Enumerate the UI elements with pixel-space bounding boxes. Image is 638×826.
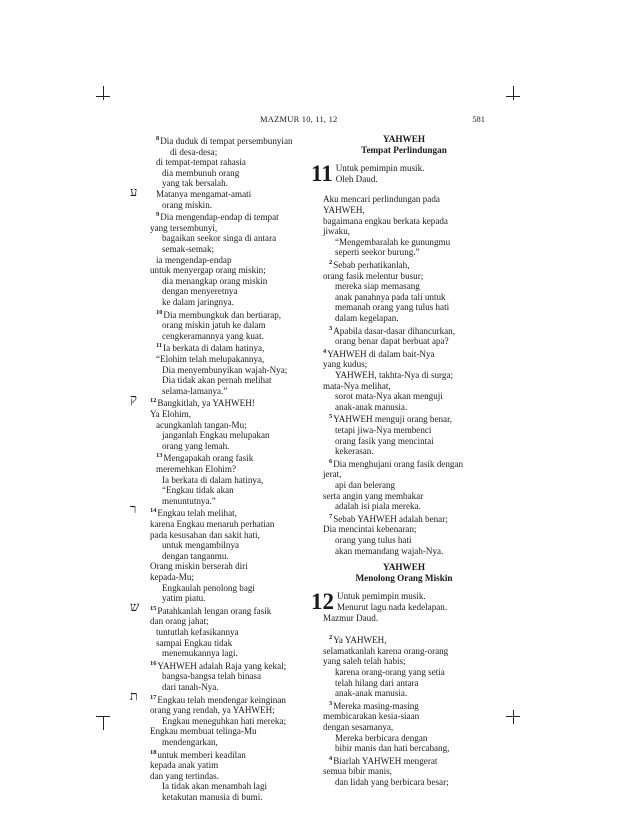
verse-line — [323, 457, 485, 470]
verse-text: untuk mengambilnya — [162, 540, 240, 551]
psalm-11-text — [323, 194, 485, 556]
psalm-11-heading — [323, 134, 485, 155]
heading-line: YAHWEH — [382, 562, 426, 573]
psalm-12-heading — [323, 562, 485, 583]
verse-text: yatim piatu. — [162, 593, 206, 604]
verse-number: 2 — [329, 634, 333, 642]
verse-text: dalam kegelapan. — [335, 312, 399, 323]
verse-text: selama-lamanya.” — [162, 385, 228, 396]
verse-text: dan orang jahat; — [150, 616, 209, 627]
verse-line — [150, 572, 308, 583]
verse-text: ketakutan manusia di bumi. — [162, 791, 263, 802]
verse-line — [323, 271, 485, 282]
verse-number: 7 — [329, 512, 333, 520]
verse-text: Dia mencintai kebenaran; — [323, 524, 417, 535]
verse-text: membicarakan kesia-siaan — [323, 711, 420, 722]
verse-text: jiwaku, — [323, 226, 351, 237]
verse-line — [323, 501, 485, 512]
verse-line — [150, 659, 308, 672]
heading-line: YAHWEH — [382, 134, 426, 144]
superscription-line: Untuk pemimpin musik. — [337, 591, 426, 602]
verse-line — [150, 671, 308, 682]
verse-number: 8 — [156, 135, 160, 142]
verse-line — [150, 255, 308, 266]
verse-text: YAHWEH menguji orang benar, — [333, 414, 453, 425]
verse-line — [323, 247, 485, 258]
verse-line — [150, 441, 308, 452]
verse-line — [323, 480, 485, 491]
verse-text: seperti seekor burung.” — [335, 247, 420, 258]
verse-line — [150, 244, 308, 255]
verse-text: cengkeramannya yang kuat. — [162, 330, 264, 341]
verse-line — [150, 540, 308, 551]
verse-line — [323, 381, 485, 392]
verse-line — [130, 502, 308, 519]
verse-text: “Mengembaralah ke gunungmu — [335, 236, 451, 247]
verse-text: untuk menyergap orang miskin; — [150, 265, 266, 276]
verse-line — [323, 194, 485, 205]
verse-text: yang saleh telah habis; — [323, 656, 406, 667]
verse-line — [323, 491, 485, 502]
verse-line — [130, 392, 308, 409]
verse-line — [150, 430, 308, 441]
verse-text: dengan sesamanya, — [323, 721, 394, 732]
psalm-number: 12 — [311, 589, 334, 615]
verse-line — [130, 185, 308, 200]
verse-line — [323, 633, 485, 646]
superscription-line: Oleh Daud. — [335, 173, 378, 184]
verse-line — [150, 771, 308, 782]
verse-text: orang yang rendah, ya YAHWEH; — [150, 705, 275, 716]
verse-number: 5 — [329, 413, 333, 421]
verse-text: “Elohim telah melupakannya, — [156, 354, 265, 364]
verse-text: tetapi jiwa-Nya membenci — [335, 424, 432, 435]
verse-text: dari tanah-Nya. — [162, 681, 219, 692]
verse-line — [150, 551, 308, 562]
verse-line — [150, 134, 308, 147]
verse-line — [150, 682, 308, 693]
verse-line — [323, 446, 485, 457]
hebrew-letter-marker: ק — [130, 392, 137, 408]
verse-text: kekerasan. — [335, 446, 374, 457]
verse-text: Sebab YAHWEH adalah benar; — [333, 513, 448, 524]
verse-line — [323, 535, 485, 546]
verse-text: anak-anak manusia. — [335, 401, 408, 412]
verse-number: 17 — [150, 693, 157, 701]
verse-text: bagaimana engkau berkata kepada — [323, 215, 448, 226]
verse-text: telah hilang dari antara — [335, 677, 419, 688]
verse-text: orang miskin. — [162, 199, 213, 210]
verse-line — [150, 638, 308, 649]
verse-text: orang miskin jatuh ke dalam — [162, 320, 266, 331]
verse-text: di tempat-tempat rahasia — [156, 157, 246, 168]
verse-line — [323, 667, 485, 678]
verse-line — [323, 347, 485, 360]
verse-text: adalah isi piala mereka. — [335, 501, 421, 512]
running-header — [150, 114, 485, 128]
verse-line — [323, 425, 485, 436]
verse-text: anak panahnya pada tali untuk — [335, 291, 446, 302]
verse-line — [150, 716, 308, 727]
verse-text: ia mengendap-endap — [156, 254, 232, 265]
heading-line: Tempat Perlindungan — [361, 144, 447, 155]
superscription-line: Untuk pemimpin musik. — [335, 163, 425, 174]
verse-line — [323, 656, 485, 667]
verse-text: Engkau membuat telinga-Mu — [150, 726, 257, 737]
verse-text: Ia berkata di dalam hatinya, — [162, 474, 264, 485]
verse-line — [323, 688, 485, 699]
verse-text: serta angin yang membakar — [323, 490, 424, 501]
superscription-line: Menurut lagu nada kedelapan. — [337, 601, 448, 612]
verse-text: Orang miskin berserah diri — [150, 561, 248, 572]
superscription-line: Mazmur Daud. — [323, 612, 379, 623]
psalm-12-text — [323, 633, 485, 787]
verse-line — [150, 475, 308, 486]
verse-line — [150, 485, 308, 496]
verse-line — [150, 705, 308, 716]
verse-number: 15 — [150, 604, 157, 612]
verse-line — [150, 726, 308, 737]
verse-line — [150, 737, 308, 748]
verse-number: 2 — [329, 258, 333, 266]
verse-text: dia menangkap orang miskin — [162, 275, 268, 286]
verse-text: Ia tidak akan menambah lagi — [162, 781, 268, 792]
verse-line — [150, 178, 308, 189]
verse-line — [130, 688, 308, 706]
verse-line — [323, 766, 485, 777]
verse-line — [150, 331, 308, 342]
verse-text: kepada anak yatim — [150, 760, 219, 771]
verse-number: 3 — [329, 699, 333, 707]
verse-text: Engkau meneguhkan hati mereka; — [162, 715, 286, 726]
crop-mark — [513, 710, 514, 724]
verse-text: jerat, — [323, 469, 342, 480]
verse-text: pada kesusahan dan sakit hati, — [150, 529, 260, 540]
verse-text: YAHWEH di dalam bait-Nya — [327, 348, 435, 359]
verse-text: Biarlah YAHWEH mengerat — [333, 755, 438, 766]
psalm-11-intro — [311, 161, 485, 187]
verse-number: 18 — [150, 748, 157, 756]
verse-text: memanah orang yang tulus hati — [335, 302, 450, 313]
verse-line — [150, 792, 308, 803]
heading-line: Menolong Orang Miskin — [355, 572, 453, 583]
verse-text: yang kudus; — [323, 359, 368, 370]
verse-line — [323, 258, 485, 271]
verse-text: dengan tanganmu. — [162, 550, 229, 561]
verse-text: janganlah Engkau melupakan — [162, 430, 270, 441]
verse-text: bibir manis dan hati bercabang, — [335, 743, 450, 754]
verse-text: yang tersembunyi, — [150, 222, 218, 233]
verse-line — [150, 210, 308, 223]
verse-text: Ia berkata di dalam hatinya, — [163, 343, 265, 354]
verse-line — [150, 168, 308, 179]
verse-line — [150, 616, 308, 627]
verse-number: 13 — [156, 452, 163, 460]
verse-line — [150, 157, 308, 168]
verse-text: acungkanlah tangan-Mu; — [156, 419, 247, 430]
verse-line — [150, 464, 308, 475]
verse-line — [323, 754, 485, 767]
verse-line — [323, 743, 485, 754]
right-column — [311, 134, 485, 788]
verse-text: Aku mencari perlindungan pada — [323, 194, 440, 205]
verse-text: Ya YAHWEH, — [333, 635, 387, 646]
verse-number: 11 — [156, 342, 163, 350]
verse-text: Mengapakah orang fasik — [163, 453, 254, 464]
verse-text: dia membunuh orang — [162, 167, 240, 178]
verse-number: 12 — [150, 397, 157, 405]
verse-line — [323, 646, 485, 657]
verse-text: Engkau telah mendengar keinginan — [157, 694, 286, 705]
verse-line — [323, 281, 485, 292]
verse-text: Bangkitlah, ya YAHWEH! — [157, 398, 255, 409]
verse-line — [150, 375, 308, 386]
verse-line — [323, 733, 485, 744]
verse-text: bangsa-bangsa telah binasa — [162, 671, 261, 682]
verse-line — [323, 205, 485, 216]
verse-line — [323, 524, 485, 535]
crop-mark — [103, 86, 104, 100]
verse-text: “Engkau tidak akan — [162, 485, 234, 496]
verse-text: YAHWEH, — [323, 204, 365, 215]
verse-line — [150, 451, 308, 464]
verse-text: dengan menyeretnya — [162, 286, 238, 297]
verse-text: tuntutlah kefasikannya — [156, 626, 239, 637]
verse-number: 16 — [150, 659, 157, 667]
crop-mark — [103, 716, 104, 730]
psalm-12-intro — [311, 589, 485, 623]
hebrew-letter-marker: ת — [130, 688, 138, 704]
verse-line — [150, 354, 308, 365]
verse-text: untuk memberi keadilan — [157, 749, 246, 760]
verse-line — [150, 386, 308, 397]
verse-line — [150, 308, 308, 321]
verse-line — [150, 365, 308, 376]
verse-line — [323, 722, 485, 733]
verse-line — [150, 223, 308, 234]
hebrew-letter-marker: ע — [130, 185, 138, 200]
verse-text: Engkau telah melihat, — [157, 508, 237, 519]
verse-line — [150, 265, 308, 276]
verse-line — [150, 781, 308, 792]
verse-line — [323, 359, 485, 370]
verse-line — [150, 748, 308, 761]
verse-line — [323, 469, 485, 480]
verse-text: menemukannya lagi. — [162, 648, 238, 659]
verse-line — [150, 519, 308, 530]
verse-text: sampai Engkau tidak — [156, 637, 233, 648]
verse-text: mereka siap memasang — [335, 281, 420, 292]
verse-text: semak-semak; — [162, 244, 215, 254]
verse-text: Dia tidak akan pernah melihat — [162, 375, 272, 386]
verse-text: mendengarkan, — [162, 736, 218, 747]
verse-line — [323, 711, 485, 722]
verse-text: bagaikan seekor singa di antara — [162, 233, 277, 244]
left-column — [130, 134, 308, 803]
verse-line — [150, 420, 308, 431]
verse-number: 3 — [329, 324, 333, 332]
verse-text: api dan belerang — [335, 479, 396, 490]
verse-line — [150, 320, 308, 331]
verse-text: Dia mengendap-endap di tempat — [160, 212, 279, 223]
verse-text: di desa-desa; — [170, 146, 218, 157]
verse-line — [150, 297, 308, 308]
verse-line — [150, 286, 308, 297]
verse-text: anak-anak manusia. — [335, 688, 408, 699]
psalm-number: 11 — [311, 161, 333, 187]
verse-text: YAHWEH adalah Raja yang kekal; — [157, 660, 287, 671]
verse-text: dan lidah yang berbicara besar; — [335, 776, 449, 787]
verse-text: Matanya mengamat-amati — [156, 189, 252, 199]
verse-line — [323, 777, 485, 788]
verse-line — [150, 409, 308, 420]
verse-line — [150, 583, 308, 594]
verse-text: orang yang lemah. — [162, 440, 230, 451]
verse-line — [150, 276, 308, 287]
verse-line — [150, 341, 308, 354]
verse-text: dan yang tertindas. — [150, 770, 219, 781]
verse-number: 4 — [329, 754, 333, 762]
verse-number: 6 — [329, 457, 333, 465]
page-number: 581 — [472, 114, 485, 124]
verse-text: Dia membungkuk dan bertiarap, — [163, 309, 282, 320]
verse-line — [150, 496, 308, 507]
verse-text: orang fasik yang mencintai — [335, 435, 434, 446]
verse-text: sorot mata-Nya akan menguji — [335, 391, 443, 402]
verse-text: Apabila dasar-dasar dihancurkan, — [333, 325, 455, 336]
verse-line — [323, 402, 485, 413]
verse-line — [130, 599, 308, 617]
verse-text: Patahkanlah lengan orang fasik — [157, 605, 272, 616]
hebrew-letter-marker: ר — [130, 502, 137, 518]
verse-text: karena Engkau menaruh perhatian — [150, 519, 275, 529]
verse-line — [150, 627, 308, 638]
running-title: MAZMUR 10, 11, 12 — [260, 114, 338, 124]
verse-line — [323, 512, 485, 525]
verse-number: 14 — [150, 507, 157, 515]
verse-line — [323, 237, 485, 248]
verse-line — [323, 436, 485, 447]
verse-text: ke dalam jaringnya. — [162, 296, 234, 307]
verse-text: akan memandang wajah-Nya. — [335, 545, 444, 556]
verse-text: mata-Nya melihat, — [323, 380, 391, 391]
verse-text: kepada-Mu; — [150, 571, 194, 582]
verse-text: semua bibir manis, — [323, 766, 392, 777]
verse-text: Dia menghujani orang fasik dengan — [333, 458, 464, 469]
verse-line — [150, 593, 308, 604]
verse-text: orang yang tulus hati — [335, 534, 412, 545]
verse-number: 4 — [323, 347, 327, 355]
verse-text: orang fasik melentur busur; — [323, 270, 424, 281]
verse-line — [323, 302, 485, 313]
crop-mark — [513, 86, 514, 100]
verse-text: Dia duduk di tempat persembunyian — [160, 136, 293, 147]
verse-line — [323, 370, 485, 381]
verse-text: orang benar dapat berbuat apa? — [335, 336, 449, 347]
verse-text: Ya Elohim, — [150, 409, 192, 419]
verse-line — [323, 226, 485, 237]
verse-line — [323, 678, 485, 689]
verse-line — [323, 324, 485, 337]
verse-number: 9 — [156, 211, 160, 219]
verse-line — [150, 648, 308, 659]
verse-text: Mereka berbicara dengan — [335, 732, 428, 743]
verse-line — [150, 760, 308, 771]
verse-text: meremehkan Elohim? — [156, 464, 237, 474]
verse-line — [323, 391, 485, 402]
verse-line — [323, 546, 485, 557]
hebrew-letter-marker: ש — [130, 599, 140, 615]
verse-text: YAHWEH, takhta-Nya di surga; — [335, 369, 454, 380]
verse-number: 10 — [156, 308, 163, 316]
verse-line — [323, 313, 485, 324]
verse-text: selamatkanlah karena orang-orang — [323, 645, 449, 656]
verse-line — [150, 561, 308, 572]
verse-line — [323, 216, 485, 227]
verse-line — [150, 200, 308, 211]
verse-line — [323, 412, 485, 425]
verse-text: yang tak bersalah. — [162, 178, 228, 189]
verse-line — [323, 292, 485, 303]
verse-line — [150, 233, 308, 244]
verse-text: Engkaulah penolong bagi — [162, 582, 255, 593]
verse-line — [323, 336, 485, 347]
verse-text: karena orang-orang yang setia — [335, 666, 445, 677]
verse-line — [150, 147, 308, 158]
verse-text: Sebab perhatikanlah, — [333, 259, 410, 270]
verse-line — [150, 530, 308, 541]
verse-text: menuntutnya.” — [162, 495, 216, 506]
verse-line — [323, 699, 485, 712]
verse-text: Dia menyembunyikan wajah-Nya; — [162, 364, 288, 375]
verse-text: Mereka masing-masing — [333, 700, 419, 711]
